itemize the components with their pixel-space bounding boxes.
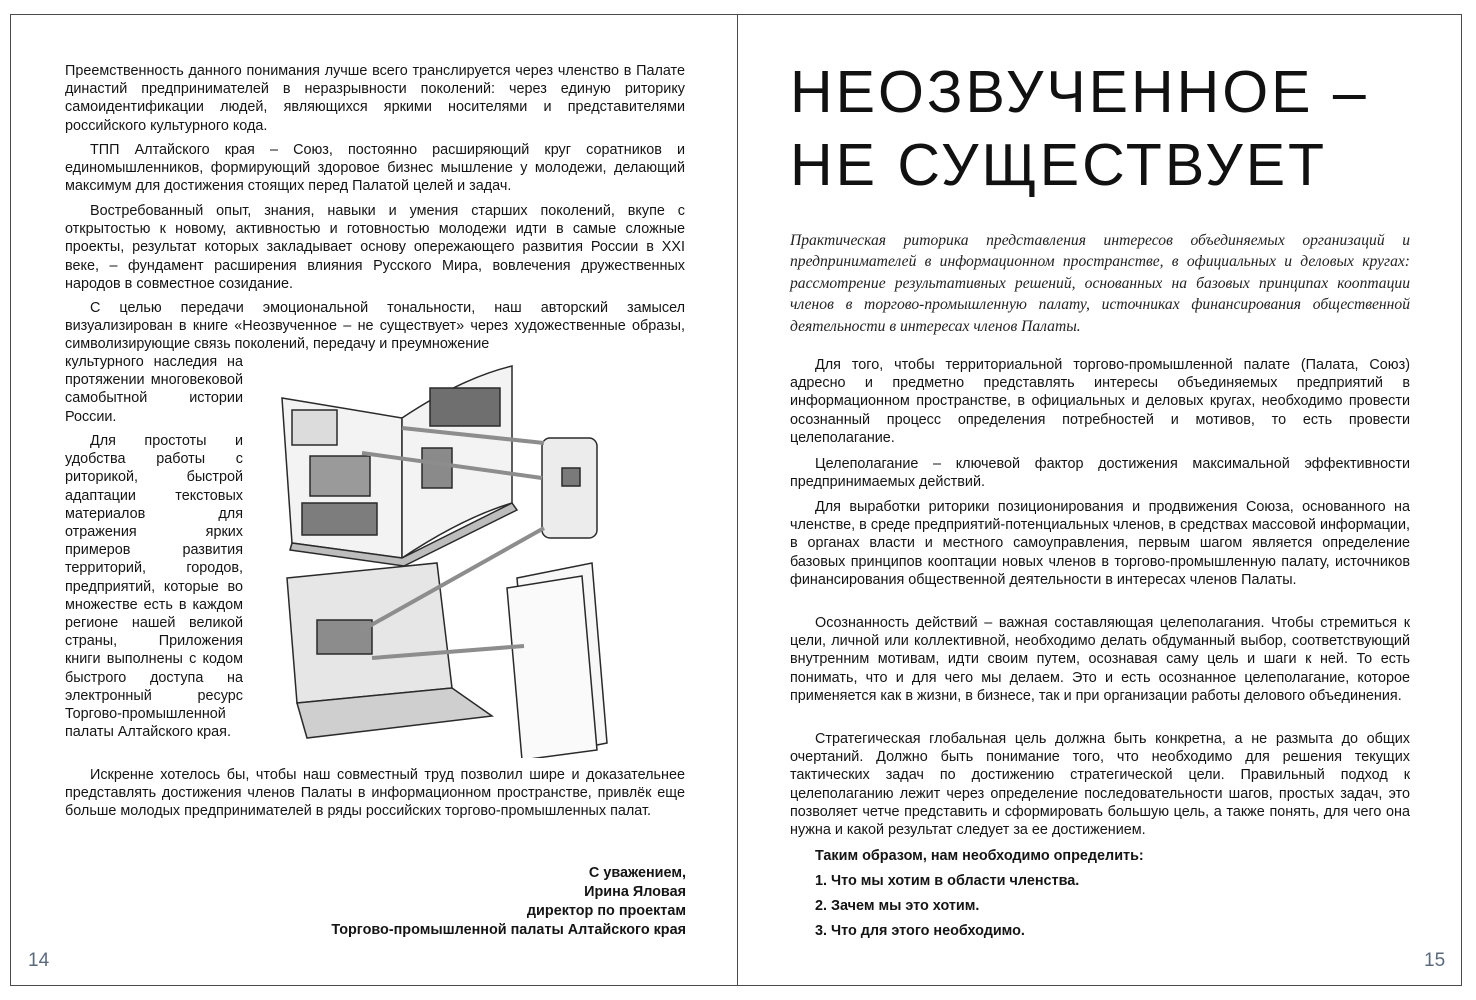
page-title: [790, 56, 1369, 202]
book-devices-illustration: [262, 358, 622, 758]
signature-block: [331, 864, 686, 940]
left-paragraph-2: ТПП Алтайского края – Союз, постоянно расширяющий круг соратников и единомышленников, формирующий здоровое бизнес мышление у молодежи, делающий максимум для достижения стоящих перед Палатой целей и задач.: [65, 142, 685, 195]
right-paragraph-1: Для того, чтобы территориальной торгово-промышленной палате (Палата, Союз) адресно и предметно представлять интересы объединяемых предприятий в информационном пространстве, в официальных и деловых кругах, необходимо провести осознанный процесс определения потребностей и мотивов, то есть провести целеполагание.: [790, 357, 1410, 446]
left-paragraph-1: Преемственность данного понимания лучше всего транслируется через членство в Палате династий предпринимателей в неразрывности поколений: через единую риторику самоидентификации людей, являющихся яркими носителями и представителями российского культурного кода.: [65, 63, 685, 134]
wrap-paragraph-heritage: культурного наследия на протяжении многовековой самобытной истории России.: [65, 354, 243, 425]
right-paragraph-5: Стратегическая глобальная цель должна быть конкретна, а не размыта до общих очертаний. Должно быть понимание того, что необходимо для решения текущих тактических задач по достижению стратегической цели. Правильный подход к целеполаганию лежит через определение последовательности шагов, простых задач, это позволяет четче представить и сформировать большую цель, а также понять, для чего она нужна и какой результат следует за ее достижением.: [790, 731, 1410, 839]
right-paragraph-2: Целеполагание – ключевой фактор достижения максимальной эффективности предпринимаемых действий.: [790, 456, 1410, 491]
wrap-paragraph-apps: Для простоты и удобства работы с риторикой, быстрой адаптации текстовых материалов для отражения ярких примеров развития территорий, городов, предприятий, которые во множестве есть в каждом регионе нашей великой страны, Приложения книги выполнены с кодом быстрого доступа на электронный ресурс Торгово-промышленной палаты Алтайского края.: [65, 433, 243, 741]
left-paragraph-3: Востребованный опыт, знания, навыки и умения старших поколений, вкупе с открытостью к новому, активностью и готовностью молодежи идти в самые сложные проекты, результат которых закладывает основу опережающего развития России в XXI веке, – фундамент расширения влияния Русского Мира, вовлечения дружественных народов в совместное созидание.: [65, 203, 685, 292]
signature-name: Ирина Яловая: [584, 884, 686, 900]
phone-image: [542, 438, 597, 538]
conclusion-heading: Таким образом, нам необходимо определить:: [815, 848, 1144, 864]
list-item-2: 2. Зачем мы это хотим.: [815, 898, 980, 914]
lead-paragraph: Практическая риторика представления интересов объединяемых организаций и предпринимателей в информационном пространстве, в официальных и деловых кругах: рассмотрение результативных решений, основанных на базовых принципах кооптации членов в торгово-промышленную палату, источниках финансирования общественной деятельности в интересах членов Палаты.: [790, 232, 1410, 335]
left-paragraph-4: С целью передачи эмоциональной тональности, наш авторский замысел визуализирован в книге «Неозвученное – не существует» через художественные образы, символизирующие связь поколений, передачу и преумножение: [65, 300, 685, 353]
list-item-3: 3. Что для этого необходимо.: [815, 923, 1025, 939]
signature-position: директор по проектам: [526, 903, 686, 919]
title-line-1: НЕОЗВУЧЕННОЕ –: [790, 59, 1369, 125]
signature-org: Торгово-промышленной палаты Алтайского края: [331, 922, 686, 938]
title-line-2: НЕ СУЩЕСТВУЕТ: [790, 132, 1328, 198]
page-number-left: 14: [28, 950, 50, 971]
right-page: [738, 0, 1476, 1000]
list-item-1: 1. Что мы хотим в области членства.: [815, 873, 1080, 889]
signature-greeting: С уважением,: [588, 865, 686, 881]
right-paragraph-3: Для выработки риторики позиционирования и продвижения Союза, основанного на членстве, в среде предприятий-потенциальных членов, в средствах массовой информации, в органах власти и местного самоуправления, первым шагом является определение базовых принципов кооптации новых членов в торгово-промышленную палату, источников финансирования общественной деятельности в интересах членов Палаты.: [790, 499, 1410, 588]
right-paragraph-4: Осознанность действий – важная составляющая целеполагания. Чтобы стремиться к цели, личной или коллективной, необходимо делать обдуманный выбор, соответствующий внутренним мотивам, идти своим путем, осознавая саму цель и шаги к ней. То есть понимать, что и для чего мы делаем. Это и есть осознанное целеполагание, которое применяется как в жизни, в бизнесе, так и при организации работы делового объединения.: [790, 615, 1410, 704]
left-closing-paragraph: Искренне хотелось бы, чтобы наш совместный труд позволил шире и доказательнее представлять достижения членов Палаты в информационном пространстве, привлёк еще больше молодых предпринимателей в ряды российских торгово-промышленных палат.: [65, 767, 685, 820]
page-number-right: 15: [1424, 950, 1446, 971]
